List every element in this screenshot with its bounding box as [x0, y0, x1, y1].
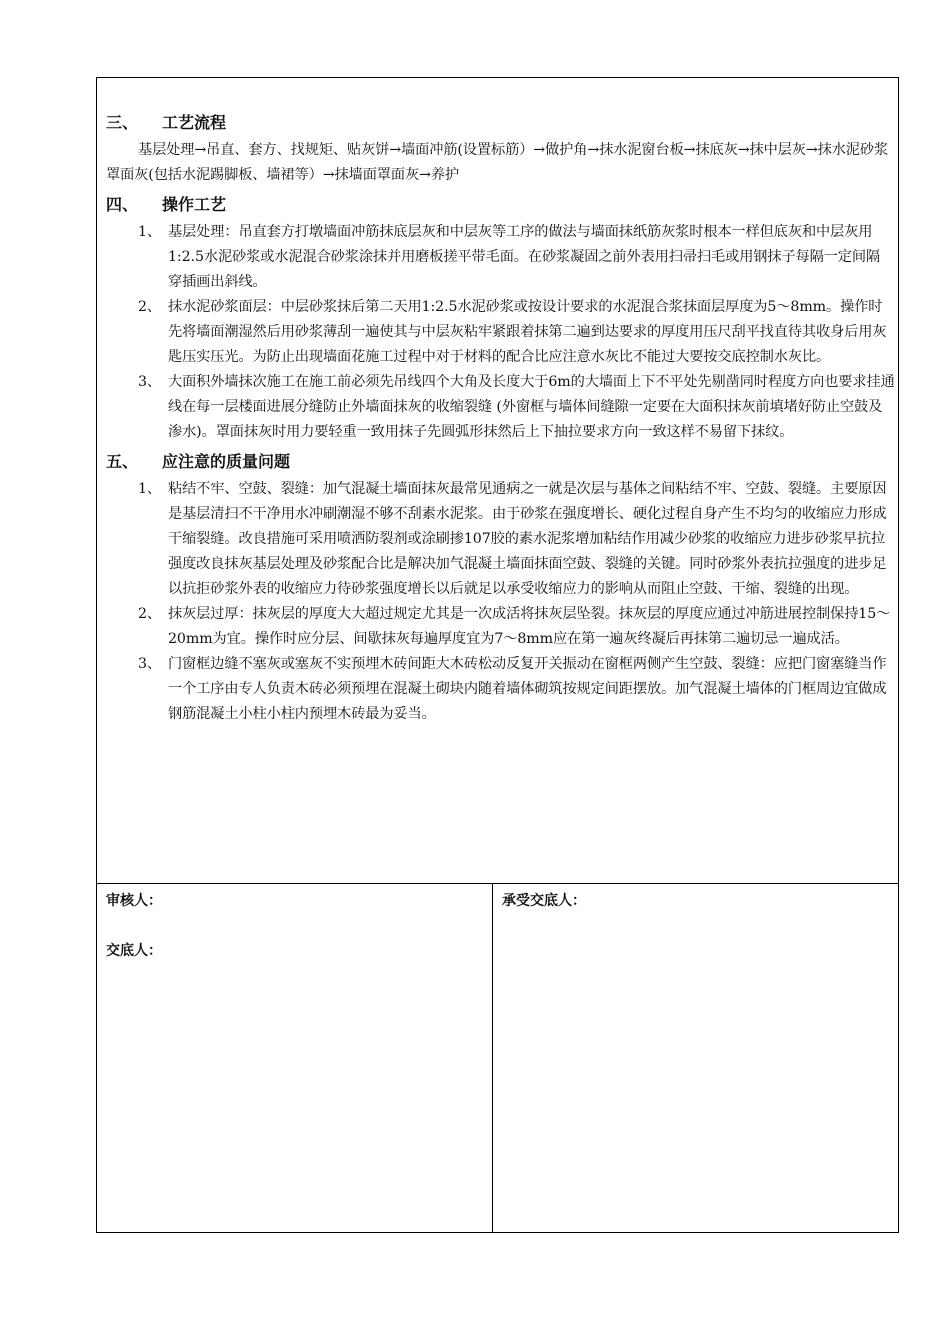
list-item [106, 652, 896, 727]
list-item [106, 602, 896, 652]
section-4-title: 操作工艺 [162, 195, 227, 214]
signature-divider [96, 883, 899, 884]
section-3-heading [106, 108, 896, 138]
item-text: 门窗框边缝不塞灰或塞灰不实预埋木砖间距大木砖松动反复开关振动在窗框两侧产生空鼓、裂缝：应把门窗塞缝当作一个工序由专人负责木砖必须预埋在混凝土砌块内随着墙体砌筑按规定间距摆放。加气混凝土墙体的门框周边宜做成钢筋混凝土小柱小柱内预埋木砖最为妥当。 [168, 656, 887, 722]
item-number: 2、 [138, 606, 162, 622]
reviewer-label: 审核人： [106, 893, 162, 909]
section-3-title: 工艺流程 [162, 113, 227, 132]
section-5-number: 五、 [106, 452, 139, 471]
item-number: 3、 [138, 656, 162, 672]
list-item [106, 370, 896, 445]
list-item [106, 220, 896, 295]
item-number: 1、 [138, 224, 162, 240]
item-text: 基层处理：吊直套方打墩墙面冲筋抹底层灰和中层灰等工序的做法与墙面抹纸筋灰浆时根本一样但底灰和中层灰用1:2.5水泥砂浆或水泥混合砂浆涂抹并用磨板搓平带毛面。在砂浆凝固之前外表用扫帚扫毛或用钢抹子每隔一定间隔 穿插画出斜线。 [168, 224, 881, 290]
item-number: 1、 [138, 481, 162, 497]
receiver-label: 承受交底人： [502, 893, 586, 909]
list-item [106, 295, 896, 370]
discloser-label: 交底人： [106, 943, 162, 959]
section-5-heading [106, 447, 896, 477]
section-3-number: 三、 [106, 113, 139, 132]
item-text: 抹灰层过厚：抹灰层的厚度大大超过规定尤其是一次成活将抹灰层坠裂。抹灰层的厚度应通过冲筋进展控制保持15～20mm为宜。操作时应分层、间歇抹灰每遍厚度宜为7～8mm应在第一遍灰终凝后再抹第二遍切忌一遍成活。 [168, 606, 891, 647]
section-3-text: 基层处理→吊直、套方、找规矩、贴灰饼→墙面冲筋(设置标筋）→做护角→抹水泥窗台板→抹底灰→抹中层灰→抹水泥砂浆罩面灰(包括水泥踢脚板、墙裙等）→抹墙面罩面灰→养护 [106, 142, 889, 183]
list-item [106, 477, 896, 602]
item-text: 抹水泥砂浆面层：中层砂浆抹后第二天用1:2.5水泥砂浆或按设计要求的水泥混合浆抹面层厚度为5～8mm。操作时先将墙面潮湿然后用砂浆薄刮一遍使其与中层灰粘牢紧跟着抹第二遍到达要求的厚度用压尺刮平找直待其收身后用灰匙压实压光。为防止出现墙面花施工过程中对于材料的配合比应注意水灰比不能过大要按交底控制水灰比。 [168, 299, 887, 365]
document-content [106, 108, 896, 727]
item-number: 2、 [138, 299, 162, 315]
signature-column-divider [492, 883, 493, 1233]
section-5-title: 应注意的质量问题 [162, 452, 291, 471]
item-text: 大面积外墙抹次施工在施工前必须先吊线四个大角及长度大于6m的大墙面上下不平处先剔凿同时程度方向也要求挂通线在每一层楼面进展分缝防止外墙面抹灰的收缩裂缝 (外窗框与墙体间缝隙一定要在大面积抹灰前填堵好防止空鼓及渗水)。罩面抹灰时用力要轻重一致用抹子先圆弧形抹然后上下抽拉要求方向一致这样不易留下抹纹。 [168, 374, 895, 440]
item-text: 粘结不牢、空鼓、裂缝：加气混凝土墙面抹灰最常见通病之一就是次层与基体之间粘结不牢、空鼓、裂缝。主要原因是基层清扫不干净用水冲刷潮湿不够不刮素水泥浆。由于砂浆在强度增长、硬化过程自身产生不均匀的收缩应力形成干缩裂缝。改良措施可采用喷洒防裂剂或涂刷掺107胶的素水泥浆增加粘结作用减少砂浆的收缩应力进步砂浆早抗拉强度改良抹灰基层处理及砂浆配合比是解决加气混凝土墙面抹面空鼓、裂缝的关键。同时砂浆外表抗拉强度的进步足以抗拒砂浆外表的收缩应力待砂浆强度增长以后就足以承受收缩应力的影响从而阻止空鼓、干缩、裂缝的出现。 [168, 481, 887, 597]
item-number: 3、 [138, 374, 162, 390]
section-4-heading [106, 190, 896, 220]
section-4-number: 四、 [106, 195, 139, 214]
